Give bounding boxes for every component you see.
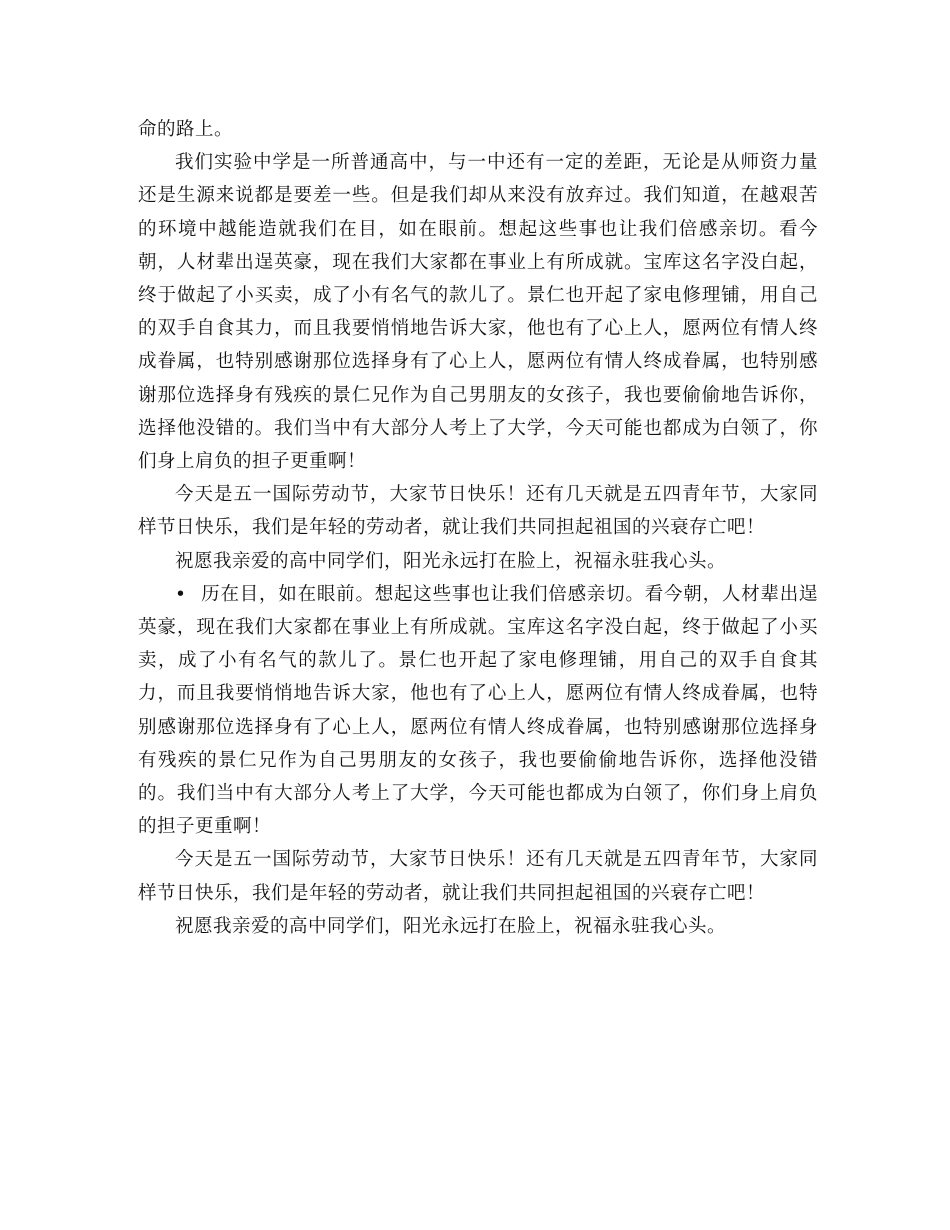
bullet-paragraph: [138, 578, 818, 844]
paragraph-blessing-repeat: 祝愿我亲爱的高中同学们，阳光永远打在脸上，祝福永驻我心头。: [175, 915, 727, 937]
paragraph-blessing: 祝愿我亲爱的高中同学们，阳光永远打在脸上，祝福永驻我心头。: [175, 550, 727, 572]
paragraph-labor-day: 今天是五一国际劳动节，大家节日快乐！还有几天就是五四青年节，大家同样节日快乐，我们是年轻的劳动者，就让我们共同担起祖国的兴衰存亡吧！: [138, 484, 818, 539]
paragraph-labor-day-repeat: 今天是五一国际劳动节，大家节日快乐！还有几天就是五四青年节，大家同样节日快乐，我们是年轻的劳动者，就让我们共同担起祖国的兴衰存亡吧！: [138, 849, 818, 904]
paragraph-school-memories: 我们实验中学是一所普通高中，与一中还有一定的差距，无论是从师资力量还是生源来说都是要差一些。但是我们却从来没有放弃过。我们知道，在越艰苦的环境中越能造就我们在目，如在眼前。想起这些事也让我们倍感亲切。看今朝，人材辈出逞英豪，现在我们大家都在事业上有所成就。宝库这名字没白起，终于做起了小买卖，成了小有名气的款儿了。景仁也开起了家电修理铺，用自己的双手自食其力，而且我要悄悄地告诉大家，他也有了心上人，愿两位有情人终成眷属，也特别感谢那位选择身有了心上人，愿两位有情人终成眷属，也特别感谢那位选择身有残疾的景仁兄作为自己男朋友的女孩子，我也要偷偷地告诉你，选择他没错的。我们当中有大部分人考上了大学，今天可能也都成为白领了，你们身上肩负的担子更重啊！: [138, 152, 818, 473]
document-body: [138, 113, 818, 943]
bullet-icon: •: [175, 583, 187, 605]
paragraph-continuation: 命的路上。: [138, 119, 234, 140]
bullet-paragraph-text: 历在目，如在眼前。想起这些事也让我们倍感亲切。看今朝，人材辈出逞英豪，现在我们大家都在事业上有所成就。宝库这名字没白起，终于做起了小买卖，成了小有名气的款儿了。景仁也开起了家电修理铺，用自己的双手自食其力，而且我要悄悄地告诉大家，他也有了心上人，愿两位有情人终成眷属，也特别感谢那位选择身有了心上人，愿两位有情人终成眷属，也特别感谢那位选择身有残疾的景仁兄作为自己男朋友的女孩子，我也要偷偷地告诉你，选择他没错的。我们当中有大部分人考上了大学，今天可能也都成为白领了，你们身上肩负的担子更重啊！: [138, 583, 818, 838]
